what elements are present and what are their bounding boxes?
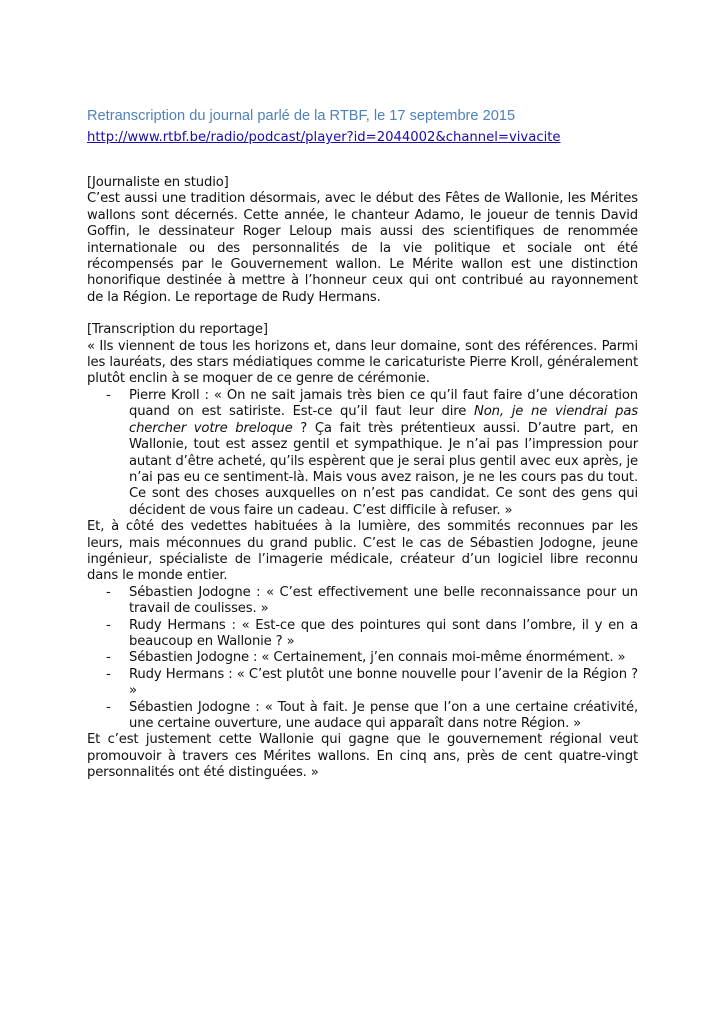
document-body xyxy=(87,175,638,782)
studio-paragraph: C’est aussi une tradition désormais, avec le début des Fêtes de Wallonie, les Mérites wallons sont décernés. Cette année, le chanteur Adamo, le joueur de tennis David Goffin, le dessinateur Roger Leloup mais aussi des scientifiques de renommée internationale ou des personnalités de la vie politique et sociale ont été récompensés par le Gouvernement wallon. Le Mérite wallon est une distinction honorifique destinée à mettre à l’honneur ceux qui ont contribué au rayonnement de la Région. Le reportage de Rudy Hermans. xyxy=(87,191,638,305)
document-header xyxy=(87,106,647,147)
list-dash: - xyxy=(106,617,111,633)
kroll-quote-list xyxy=(87,388,638,519)
dialogue-item xyxy=(87,650,638,666)
list-dash: - xyxy=(106,387,111,403)
list-dash: - xyxy=(106,666,111,682)
report-closing-paragraph: Et c’est justement cette Wallonie qui gagne que le gouvernement régional veut promouvoir à travers ces Mérites wallons. En cinq ans, près de cent quatre-vingt personnalités ont été distinguées. » xyxy=(87,732,638,781)
dialogue-text: Rudy Hermans : « Est-ce que des pointures qui sont dans l’ombre, il y en a beaucoup en Wallonie ? » xyxy=(129,617,638,649)
list-dash: - xyxy=(106,699,111,715)
paragraph-gap xyxy=(87,306,638,322)
dialogue-item xyxy=(87,618,638,651)
document-title: Retranscription du journal parlé de la RTBF, le 17 septembre 2015 xyxy=(87,108,516,124)
podcast-link[interactable]: http://www.rtbf.be/radio/podcast/player?id=2044002&channel=vivacite xyxy=(87,130,561,145)
kroll-quote-italic: Non, je ne viendrai pas chercher votre breloque xyxy=(129,404,638,436)
dialogue-text: Sébastien Jodogne : « Tout à fait. Je pense que l’on a une certaine créativité, une certaine ouverture, une audace qui apparaît dans notre Région. » xyxy=(129,699,638,731)
kroll-quote-text-end: ? Ça fait très prétentieux aussi. D’autre part, en Wallonie, tout est assez gentil et sympathique. Je n’ai pas l’impression pour autant d’être acheté, qu’ils espèrent que je serai plus gentil avec eux après, je n’ai pas eu ce sentiment-là. Mais vous avez raison, je ne les cours pas du tout. Ce sont des choses auxquelles on n’est pas candidat. Ce sont des gens qui décident de vous faire un cadeau. C’est difficile à refuser. » xyxy=(129,420,639,518)
dialogue-item xyxy=(87,585,638,618)
studio-label: [Journaliste en studio] xyxy=(87,175,229,190)
kroll-quote-item xyxy=(87,388,638,519)
dialogue-item xyxy=(87,667,638,700)
list-dash: - xyxy=(106,584,111,600)
dialogue-text: Sébastien Jodogne : « C’est effectivement une belle reconnaissance pour un travail de coulisses. » xyxy=(129,584,638,617)
dialogue-text: Rudy Hermans : « C’est plutôt une bonne nouvelle pour l’avenir de la Région ? » xyxy=(129,666,638,699)
dialogue-item xyxy=(87,700,638,733)
report-label: [Transcription du reportage] xyxy=(87,322,268,338)
report-intro-paragraph: « Ils viennent de tous les horizons et, dans leur domaine, sont des références. Parmi les lauréats, des stars médiatiques comme le caricaturiste Pierre Kroll, généralement plutôt enclin à se moquer de ce genre de cérémonie. xyxy=(87,338,638,387)
kroll-quote-text: Pierre Kroll : « On ne sait jamais très bien ce qu’il faut faire d’une décoration quand on est satiriste. Est-ce qu’il faut leur dire xyxy=(129,387,638,420)
list-dash: - xyxy=(106,650,111,666)
dialogue-text: Sébastien Jodogne : « Certainement, j’en connais moi-même énormément. » xyxy=(129,650,626,666)
report-middle-paragraph: Et, à côté des vedettes habituées à la lumière, des sommités reconnues par les leurs, mais méconnues du grand public. C’est le cas de Sébastien Jodogne, jeune ingénieur, spécialiste de l’imagerie médicale, créateur d’un logiciel libre reconnu dans le monde entier. xyxy=(87,519,638,584)
dialogue-list xyxy=(87,585,638,733)
